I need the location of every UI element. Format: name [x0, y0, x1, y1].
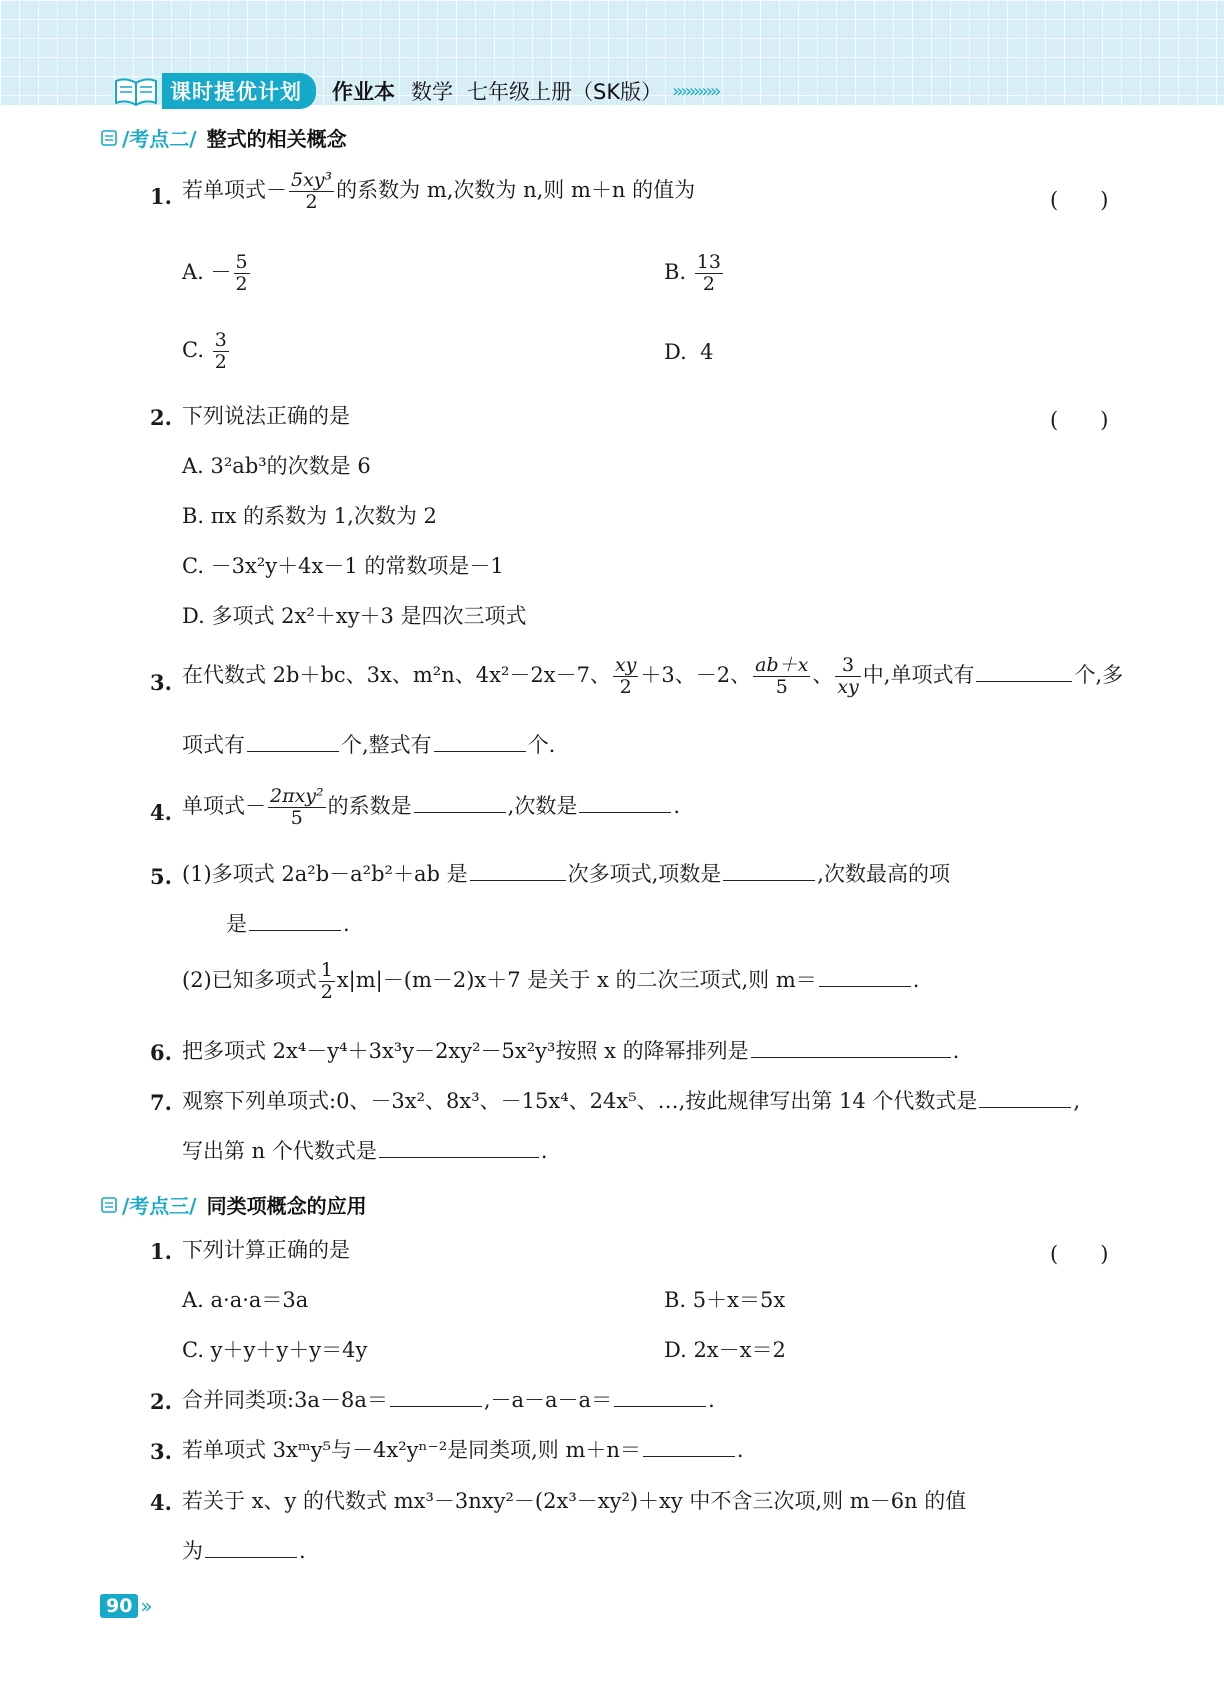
question-number: 7.	[150, 1090, 172, 1115]
option-b: B. 5＋x＝5x	[664, 1288, 786, 1312]
s3-question-3-stem: 若单项式 3xᵐy⁵与－4x²yⁿ⁻²是同类项,则 m＋n＝ .	[182, 1438, 744, 1462]
notebook-icon	[100, 1196, 118, 1214]
answer-blank[interactable]	[976, 680, 1072, 682]
answer-blank[interactable]	[614, 1405, 706, 1407]
answer-blank[interactable]	[379, 1156, 539, 1158]
option-a: A. a·a·a＝3a	[182, 1288, 309, 1312]
answer-blank[interactable]	[249, 929, 341, 931]
answer-blank[interactable]	[751, 1056, 951, 1058]
question-1-stem: 若单项式－ $\frac{\text{5xy³}}{2}$ 的系数为 m,次数为 n,则 m＋n 的值为	[182, 169, 696, 213]
answer-blank[interactable]	[643, 1455, 735, 1457]
section-title: 同类项概念的应用	[206, 1194, 367, 1218]
answer-blank[interactable]	[414, 811, 506, 813]
question-number: 2.	[150, 405, 172, 430]
subject-label: 数学	[411, 80, 453, 104]
question-number: 2.	[150, 1389, 172, 1414]
question-number: 6.	[150, 1040, 172, 1065]
header-chevrons-icon: ›››››››››››	[672, 80, 719, 102]
answer-blank[interactable]	[723, 879, 815, 881]
grade-label: 七年级上册（SK版）	[467, 80, 663, 104]
chevron-right-icon: ››	[140, 1594, 149, 1618]
fraction: $\frac{\text{5xy³}}{2}$	[291, 169, 333, 213]
question-number: 1.	[150, 1239, 172, 1264]
s3-question-2-stem: 合并同类项:3a－8a＝ ,－a－a－a＝ .	[182, 1388, 715, 1412]
option-d: D. 多项式 2x²＋xy＋3 是四次三项式	[182, 604, 527, 628]
page-number-badge: 90	[100, 1594, 138, 1618]
section-tag: /考点二/	[122, 127, 197, 151]
question-number: 3.	[150, 1439, 172, 1464]
answer-blank[interactable]	[819, 985, 911, 987]
question-6-stem: 把多项式 2x⁴－y⁴＋3x³y－2xy²－5x²y³按照 x 的降幂排列是 .	[182, 1039, 960, 1063]
answer-blank[interactable]	[390, 1405, 482, 1407]
answer-blank[interactable]	[470, 879, 566, 881]
question-7-line-2: 写出第 n 个代数式是 .	[182, 1139, 548, 1163]
question-3-line-2: 项式有 个,整式有 个.	[182, 733, 556, 757]
option-c: C. y＋y＋y＋y＝4y	[182, 1338, 368, 1362]
question-number: 1.	[150, 184, 172, 209]
open-book-icon	[112, 75, 160, 107]
option-a: A. － $\frac{5}{2}$	[182, 251, 248, 295]
answer-blank[interactable]	[579, 811, 671, 813]
s3-question-4-stem: 若关于 x、y 的代数式 mx³－3nxy²－(2x³－xy²)＋xy 中不含三次项,则 m－6n 的值	[182, 1489, 967, 1513]
answer-blank[interactable]	[979, 1106, 1071, 1108]
answer-blank[interactable]	[247, 750, 339, 752]
header-bar	[112, 74, 718, 108]
answer-blank[interactable]	[434, 750, 526, 752]
answer-parentheses: ( )	[1050, 188, 1109, 212]
question-number: 4.	[150, 1490, 172, 1515]
question-7-stem: 观察下列单项式:0、－3x²、8x³、－15x⁴、24x⁵、…,按此规律写出第 14 个代数式是 ,	[182, 1089, 1081, 1113]
question-5-part-1: (1)多项式 2a²b－a²b²＋ab 是 次多项式,项数是 ,次数最高的项	[182, 862, 950, 886]
option-c: C. －3x²y＋4x－1 的常数项是－1	[182, 554, 504, 578]
page-number	[100, 1594, 148, 1618]
section-tag: /考点三/	[122, 1194, 197, 1218]
question-4-stem: 单项式－ $\frac{\text{2πxy²}}{5}$ 的系数是 ,次数是 .	[182, 785, 681, 829]
question-5-part-2: (2)已知多项式 $\frac{1}{2}$ x|m|－(m－2)x＋7 是关于 x 的二次三项式,则 m＝ .	[182, 959, 920, 1003]
brand-badge: 课时提优计划	[162, 73, 316, 109]
question-3-stem: 在代数式 2b＋bc、3x、m²n、4x²－2x－7、 $\frac{xy}{2}$ ＋3、－2、 $\frac{ab+x}{5}$ 、 $\frac{3}{xy}$ 中,单项式有 个,多	[182, 654, 1124, 698]
question-2-stem: 下列说法正确的是	[182, 404, 350, 428]
option-b: B. πx 的系数为 1,次数为 2	[182, 504, 437, 528]
question-5-part-1-line-2: 是 .	[226, 912, 350, 936]
question-number: 3.	[150, 670, 172, 695]
option-d: D. 2x－x＝2	[664, 1338, 786, 1362]
option-d: D. 4	[664, 340, 714, 364]
book-title: 作业本	[332, 80, 395, 104]
section-heading-3	[100, 1190, 367, 1219]
s3-question-4-line-2: 为 .	[182, 1539, 306, 1563]
answer-blank[interactable]	[205, 1556, 297, 1558]
answer-parentheses: ( )	[1050, 1242, 1109, 1266]
section-heading-2	[100, 123, 347, 152]
question-number: 4.	[150, 800, 172, 825]
notebook-icon	[100, 129, 118, 147]
option-b: B. $\frac{13}{2}$	[664, 251, 721, 295]
answer-parentheses: ( )	[1050, 408, 1109, 432]
question-number: 5.	[150, 864, 172, 889]
section-title: 整式的相关概念	[206, 127, 347, 151]
option-a: A. 3²ab³的次数是 6	[182, 454, 371, 478]
option-c: C. $\frac{3}{2}$	[182, 329, 227, 373]
s3-question-1-stem: 下列计算正确的是	[182, 1238, 350, 1262]
